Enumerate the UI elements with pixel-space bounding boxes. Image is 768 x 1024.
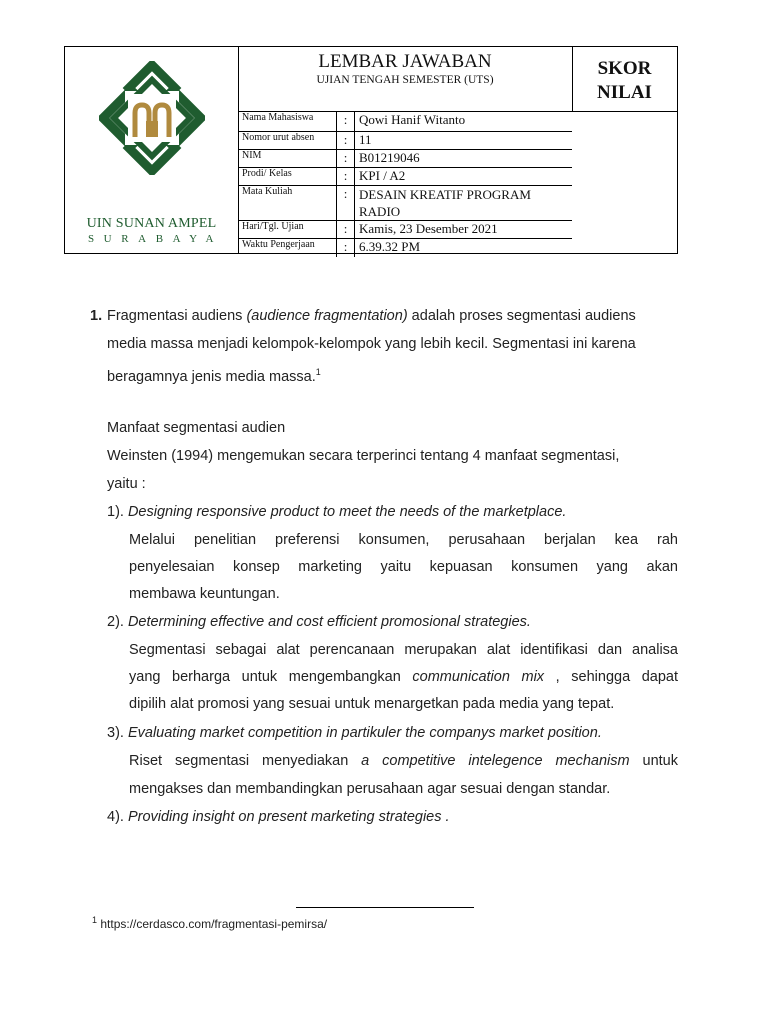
info-label: Nama Mahasiswa (238, 112, 337, 132)
info-value: 6.39.32 PM (355, 239, 573, 257)
score-label-line-1: SKOR (597, 58, 652, 79)
student-info-table (238, 111, 572, 257)
sheet-title: LEMBAR JAWABAN (318, 51, 492, 72)
list-item-title (107, 723, 602, 743)
university-logo (99, 61, 205, 175)
list-number: 2). (107, 614, 128, 630)
info-value: 11 (355, 132, 573, 150)
exam-header-table (64, 46, 678, 254)
answer-line: Weinsten (1994) mengemukan secara terperinci tentang 4 manfaat segmentasi, (107, 448, 620, 464)
footnote-link[interactable]: https://cerdasco.com/fragmentasi-pemirsa/ (97, 917, 328, 931)
italic-term: Providing insight on present marketing strategies . (127, 809, 450, 825)
info-value: B01219046 (355, 150, 573, 168)
info-row (238, 239, 572, 257)
list-item-title (107, 502, 566, 522)
info-label: NIM (238, 150, 337, 168)
info-separator: : (337, 239, 355, 257)
text-run: adalah proses segmentasi audiens (407, 308, 636, 324)
text-run: , sehingga dapat (544, 669, 679, 685)
italic-term: communication mix (412, 669, 545, 685)
list-number: 3). (107, 725, 128, 741)
score-cell (572, 47, 677, 253)
info-label: Hari/Tgl. Ujian (238, 221, 337, 239)
italic-term: Determining effective and cost efficient promosional strategies. (127, 614, 531, 630)
answer-line (129, 667, 678, 687)
text-run: yang berharga untuk mengembangkan (129, 669, 413, 685)
info-separator: : (337, 168, 355, 186)
info-row (238, 132, 572, 150)
section-heading: Manfaat segmentasi audien (107, 420, 286, 436)
sheet-subtitle: UJIAN TENGAH SEMESTER (UTS) (316, 74, 494, 86)
title-cell (238, 47, 573, 111)
info-separator: : (337, 150, 355, 168)
info-value: DESAIN KREATIF PROGRAM RADIO (355, 186, 573, 221)
answer-line: mengakses dan membandingkan perusahaan agar sesuai dengan standar. (129, 781, 611, 797)
score-divider (572, 111, 677, 112)
university-name: UIN SUNAN AMPEL (86, 216, 217, 231)
info-row (238, 150, 572, 168)
list-number: 4). (107, 809, 128, 825)
info-value: Qowi Hanif Witanto (355, 112, 573, 132)
answer-line (107, 306, 636, 326)
question-number: 1. (90, 308, 103, 324)
info-label: Prodi/ Kelas (238, 168, 337, 186)
info-separator: : (337, 221, 355, 239)
italic-term: Designing responsive product to meet the needs of the marketplace. (127, 504, 567, 520)
list-item-title (107, 612, 531, 632)
info-row (238, 186, 572, 221)
footnote-marker: 1 (92, 915, 98, 925)
answer-line: Segmentasi sebagai alat perencanaan merupakan alat identifikasi dan analisa (129, 642, 678, 658)
score-label (572, 57, 677, 105)
university-city: SURABAYA (87, 233, 224, 245)
italic-term: a competitive intelegence mechanism (361, 753, 630, 769)
info-label: Mata Kuliah (238, 186, 337, 221)
answer-line: media massa menjadi kelompok-kelompok yang lebih kecil. Segmentasi ini karena (107, 336, 636, 352)
info-separator: : (337, 112, 355, 132)
list-item-title (107, 807, 450, 827)
info-row (238, 221, 572, 239)
info-separator: : (337, 132, 355, 150)
answer-line: membawa keuntungan. (129, 586, 280, 602)
answer-line: yaitu : (107, 476, 146, 492)
info-label: Nomor urut absen (238, 132, 337, 150)
text-run: untuk (629, 753, 678, 769)
italic-term: (audience fragmentation) (246, 308, 408, 324)
info-row (238, 112, 572, 132)
answer-line (107, 362, 321, 387)
logo-cell (65, 47, 239, 253)
info-value: Kamis, 23 Desember 2021 (355, 221, 573, 239)
footnote-divider (296, 907, 474, 908)
info-label: Waktu Pengerjaan (238, 239, 337, 257)
info-row (238, 168, 572, 186)
footnote-ref: 1 (315, 367, 321, 377)
answer-line (129, 751, 678, 771)
score-label-line-2: NILAI (597, 82, 652, 103)
italic-term: Evaluating market competition in partikuler the companys market position. (127, 725, 602, 741)
text-run: Fragmentasi audiens (107, 308, 247, 324)
answer-line: dipilih alat promosi yang sesuai untuk menargetkan pada media yang tepat. (129, 696, 615, 712)
list-number: 1). (107, 504, 128, 520)
answer-line: penyelesaian konsep marketing yaitu kepuasan konsumen yang akan (129, 559, 678, 575)
text-run: Riset segmentasi menyediakan (129, 753, 362, 769)
text-run: beragamnya jenis media massa. (107, 368, 316, 385)
answer-line: Melalui penelitian preferensi konsumen, perusahaan berjalan kea rah (129, 532, 678, 548)
info-separator: : (337, 186, 355, 221)
footnote (92, 915, 327, 931)
info-value: KPI / A2 (355, 168, 573, 186)
